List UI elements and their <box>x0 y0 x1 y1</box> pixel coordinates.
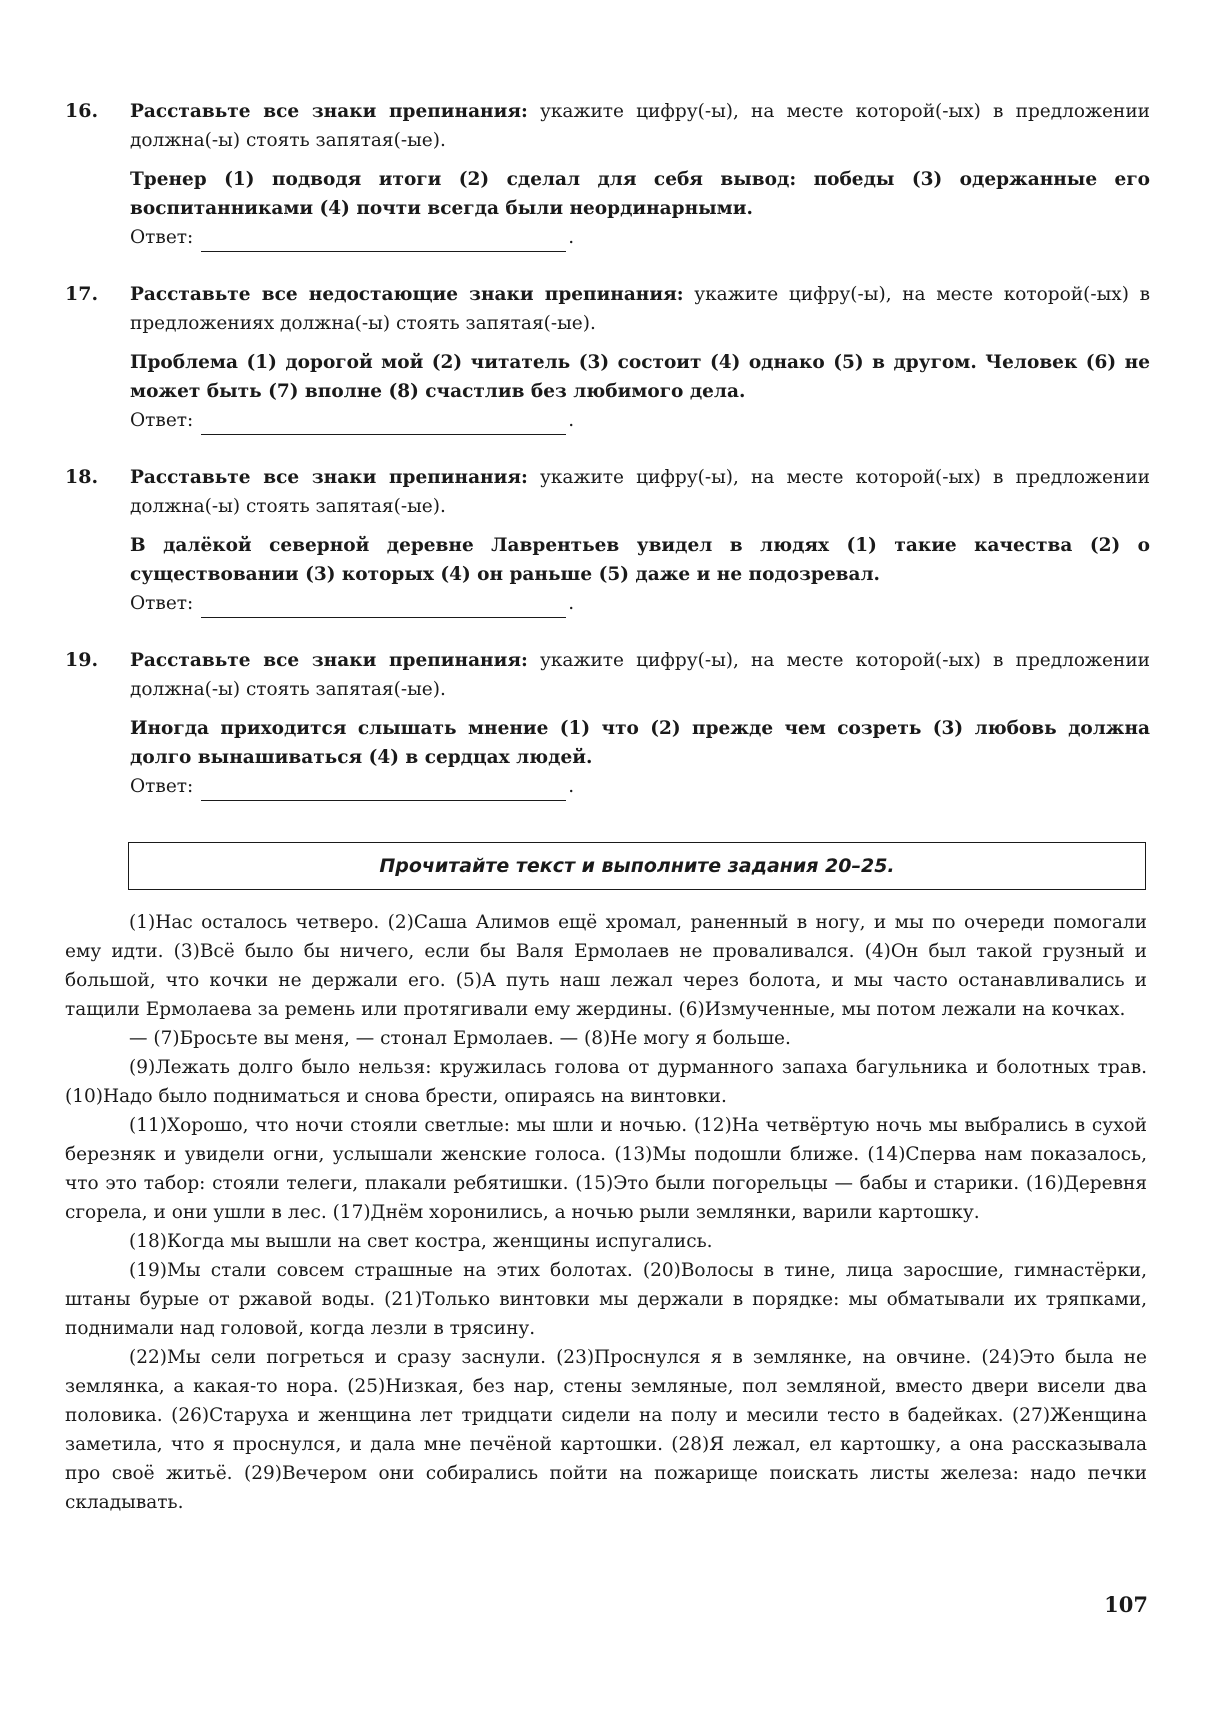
instruction-bold: Расставьте все знаки препинания: <box>130 101 528 122</box>
task-sentence: Иногда приходится слышать мнение (1) что (2) прежде чем созреть (3) любовь должна долго вынашиваться (4) в сердцах людей. <box>130 718 1150 768</box>
answer-label: Ответ: <box>130 410 194 431</box>
reading-paragraph: (19)Мы стали совсем страшные на этих болотах. (20)Волосы в тине, лица заросшие, гимнастёрки, штаны бурые от ржавой воды. (21)Только винтовки мы держали в порядке: мы обматывали их тряпками, поднимали над головой, когда лезли в трясину. <box>65 1260 1147 1339</box>
answer-period: . <box>568 593 575 614</box>
answer-blank[interactable] <box>201 778 566 801</box>
task-body <box>130 280 1150 435</box>
instruction-text: укажите цифру(-ы), на месте которой(-ых) в предложении должна(-ы) стоять запятая(-ые). <box>130 101 1150 151</box>
task-instruction <box>130 97 1150 155</box>
reading-paragraph: (11)Хорошо, что ночи стояли светлые: мы шли и ночью. (12)На четвёртую ночь мы выбрались в сухой березняк и увидели огни, услышали женские голоса. (13)Мы подошли ближе. (14)Сперва нам показалось, что это табор: стояли телеги, плакали ребятишки. (15)Это были погорельцы — бабы и старики. (16)Деревня сгорела, и они ушли в лес. (17)Днём хоронились, а ночью рыли землянки, варили картошку. <box>65 1115 1147 1223</box>
task-instruction <box>130 280 1150 338</box>
reading-text <box>65 908 1147 1517</box>
instruction-text: укажите цифру(-ы), на месте которой(-ых) в предложениях должна(-ы) стоять запятая(-ые). <box>130 284 1150 334</box>
reading-paragraph: (18)Когда мы вышли на свет костра, женщины испугались. <box>129 1231 713 1252</box>
reading-header-text: Прочитайте текст и выполните задания 20–25. <box>379 855 895 877</box>
instruction-bold: Расставьте все недостающие знаки препинания: <box>130 284 684 305</box>
task-sentence: В далёкой северной деревне Лаврентьев увидел в людях (1) такие качества (2) о существовании (3) которых (4) он раньше (5) даже и не подозревал. <box>130 535 1150 585</box>
task-number: 16. <box>65 100 99 122</box>
task-number: 18. <box>65 466 99 488</box>
reading-header-box <box>128 842 1146 890</box>
task-sentence: Тренер (1) подводя итоги (2) сделал для себя вывод: победы (3) одержанные его воспитанниками (4) почти всегда были неординарными. <box>130 169 1150 219</box>
task-number: 17. <box>65 283 99 305</box>
answer-label: Ответ: <box>130 776 194 797</box>
task-instruction <box>130 646 1150 704</box>
answer-period: . <box>568 410 575 431</box>
task-body <box>130 97 1150 252</box>
task-body <box>130 463 1150 618</box>
task-sentence: Проблема (1) дорогой мой (2) читатель (3) состоит (4) однако (5) в другом. Человек (6) не может быть (7) вполне (8) счастлив без любимого дела. <box>130 352 1150 402</box>
answer-line <box>130 589 1150 618</box>
reading-paragraph: (1)Нас осталось четверо. (2)Саша Алимов ещё хромал, раненный в ногу, и мы по очереди помогали ему идти. (3)Всё было бы ничего, если бы Валя Ермолаев не проваливался. (4)Он был такой грузный и большой, что кочки не держали его. (5)А путь наш лежал через болота, и мы часто останавливались и тащили Ермолаева за ремень или протягивали ему жердины. (6)Измученные, мы потом лежали на кочках. <box>65 912 1147 1020</box>
task-number: 19. <box>65 649 99 671</box>
reading-paragraph: — (7)Бросьте вы меня, — стонал Ермолаев. — (8)Не могу я больше. <box>129 1028 791 1049</box>
answer-label: Ответ: <box>130 227 194 248</box>
answer-blank[interactable] <box>201 412 566 435</box>
answer-period: . <box>568 227 575 248</box>
answer-blank[interactable] <box>201 595 566 618</box>
instruction-text: укажите цифру(-ы), на месте которой(-ых) в предложении должна(-ы) стоять запятая(-ые). <box>130 467 1150 517</box>
reading-paragraph: (9)Лежать долго было нельзя: кружилась голова от дурманного запаха багульника и болотных трав. (10)Надо было подниматься и снова брести, опираясь на винтовки. <box>65 1057 1147 1107</box>
instruction-bold: Расставьте все знаки препинания: <box>130 467 528 488</box>
page-number: 107 <box>1104 1592 1148 1617</box>
answer-line <box>130 772 1150 801</box>
answer-blank[interactable] <box>201 229 566 252</box>
answer-line <box>130 406 1150 435</box>
answer-line <box>130 223 1150 252</box>
instruction-text: укажите цифру(-ы), на месте которой(-ых) в предложении должна(-ы) стоять запятая(-ые). <box>130 650 1150 700</box>
answer-period: . <box>568 776 575 797</box>
instruction-bold: Расставьте все знаки препинания: <box>130 650 528 671</box>
task-body <box>130 646 1150 801</box>
reading-paragraph: (22)Мы сели погреться и сразу заснули. (23)Проснулся я в землянке, на овчине. (24)Это была не землянка, а какая-то нора. (25)Низкая, без нар, стены земляные, пол земляной, вместо двери висели два половика. (26)Старуха и женщина лет тридцати сидели на полу и месили тесто в бадейках. (27)Женщина заметила, что я проснулся, и дала мне печёной картошки. (28)Я лежал, ел картошку, а она рассказывала про своё житьё. (29)Вечером они собирались пойти на пожарище поискать листы железа: надо печки складывать. <box>65 1347 1147 1513</box>
task-instruction <box>130 463 1150 521</box>
answer-label: Ответ: <box>130 593 194 614</box>
